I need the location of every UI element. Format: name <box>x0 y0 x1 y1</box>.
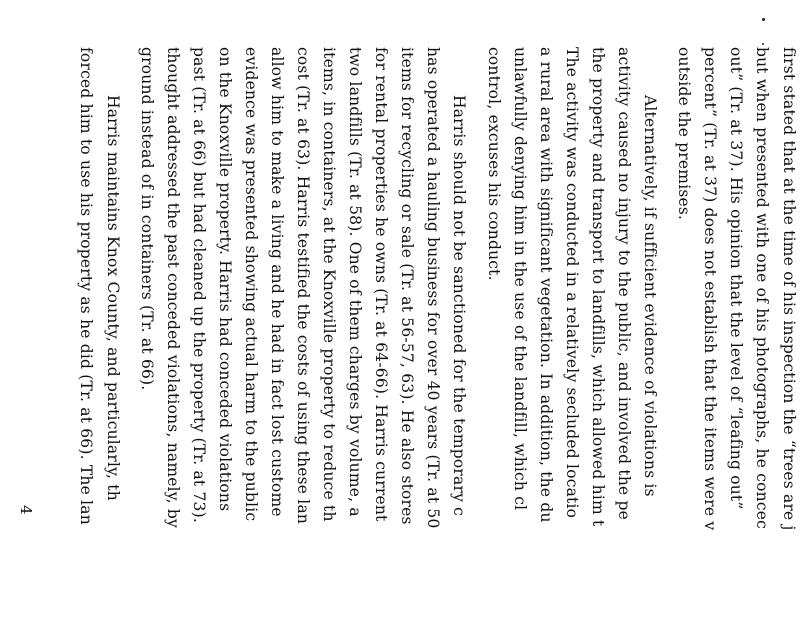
page-number: 4 <box>17 505 35 515</box>
paragraph-first-line: Harris should not be sanctioned for the temporary c <box>450 95 468 517</box>
text-line: outside the premises. <box>675 47 693 221</box>
scan-speck <box>762 18 765 21</box>
text-line: thought addressed the past conceded violations, namely, by <box>164 47 182 528</box>
text-line: control, excuses his conduct. <box>485 47 503 281</box>
text-line: items, in containers, at the Knoxville property to reduce th <box>320 47 338 522</box>
text-line: has operated a hauling business for over 40 years (Tr. at 50 <box>424 47 442 529</box>
text-line: forced him to use his property as he did (Tr. at 66). The lan <box>77 47 95 525</box>
text-line: items for recycling or sale (Tr. at 56-57, 63). He also stores <box>398 47 416 525</box>
text-line: the property and transport to landfills, which allowed him t <box>589 47 607 527</box>
text-line: ground instead of in containers (Tr. at 66). <box>138 47 156 391</box>
text-line: evidence was presented showing actual harm to the public <box>242 47 260 522</box>
text-line: out” (Tr. at 37). His opinion that the level of “leafing out” <box>727 47 745 510</box>
text-line: two landfills (Tr. at 58). One of them charges by volume, a <box>346 47 364 517</box>
scan-speck <box>762 43 764 45</box>
text-line: first stated that at the time of his inspection the “trees are j <box>780 47 798 531</box>
text-line: past (Tr. at 66) but had cleaned up the property (Tr. at 73). <box>190 47 208 523</box>
text-line: for rental properties he owns (Tr. at 64-66). Harris current <box>372 47 390 522</box>
text-line: cost (Tr. at 63). Harris testified the costs of using these lan <box>294 47 312 525</box>
text-line: allow him to make a living and he had in fact lost custome <box>268 47 286 517</box>
text-line: unlawfully denying him in the use of the landfill, which cl <box>511 47 529 511</box>
text-line: on the Knoxville property. Harris had conceded violations <box>216 47 234 512</box>
paragraph-first-line: Alternatively, if sufficient evidence of violations is <box>641 95 659 497</box>
text-line: a rural area with significant vegetation. In addition, the du <box>537 47 555 523</box>
text-line: percent” (Tr. at 37) does not establish that the items were v <box>701 47 719 531</box>
text-line: but when presented with one of his photographs, he concec <box>753 47 771 529</box>
paragraph-first-line: Harris maintains Knox County, and particularly, th <box>104 95 122 501</box>
text-line: activity caused no injury to the public, and involved the pe <box>615 47 633 520</box>
text-line: The activity was conducted in a relatively secluded locatio <box>563 47 581 519</box>
